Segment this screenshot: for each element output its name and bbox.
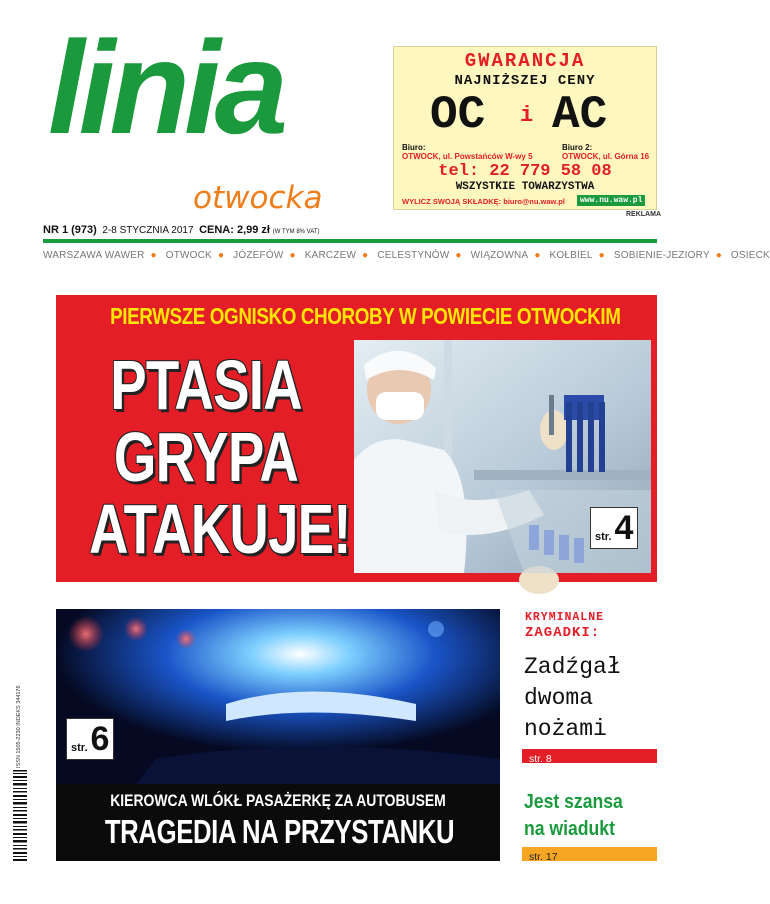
town[interactable]: OSIECK bbox=[730, 250, 770, 261]
second-story-headline: TRAGEDIA NA PRZYSTANKU bbox=[104, 813, 455, 850]
second-story-kicker: KIEROWCA WLÓKŁ PASAŻERKĘ ZA AUTOBUSEM bbox=[110, 791, 446, 810]
crime-story-title[interactable] bbox=[524, 652, 621, 745]
barcode-icon bbox=[13, 770, 27, 862]
main-story-page-ref[interactable] bbox=[590, 507, 638, 549]
main-story[interactable] bbox=[56, 295, 657, 582]
ad-office1-address: OTWOCK, ul. Powstańców W-wy 5 bbox=[402, 152, 533, 161]
town[interactable]: SOBIENIE-JEZIORY bbox=[613, 250, 710, 261]
town[interactable]: KOŁBIEL bbox=[549, 250, 593, 261]
towns-list bbox=[43, 250, 770, 261]
bullet-icon: ● bbox=[715, 250, 722, 261]
masthead-divider bbox=[43, 239, 657, 243]
town[interactable]: JÓZEFÓW bbox=[233, 250, 284, 261]
ad-oc: OC bbox=[430, 89, 486, 141]
ad-office1-label: Biuro: bbox=[402, 143, 426, 152]
title-line: nożami bbox=[524, 716, 607, 742]
crime-story-page-ref[interactable] bbox=[522, 749, 657, 763]
main-headline-line: PTASIA bbox=[110, 346, 302, 424]
ad-subheadline: NAJNIŻSZEJ CENY bbox=[454, 73, 596, 89]
ad-email[interactable]: WYLICZ SWOJĄ SKŁADKĘ: biuro@nu.waw.pl bbox=[402, 197, 565, 206]
page-ref-text: str. 8 bbox=[529, 753, 552, 765]
town[interactable]: CELESTYNÓW bbox=[377, 250, 450, 261]
page-label: str. bbox=[71, 742, 88, 754]
title-line: Jest szansa bbox=[524, 791, 623, 813]
second-story-caption[interactable] bbox=[56, 784, 500, 861]
bullet-icon: ● bbox=[598, 250, 605, 261]
ad-ac: AC bbox=[552, 89, 608, 141]
ad-all-companies: WSZYSTKIE TOWARZYSTWA bbox=[455, 181, 595, 193]
masthead-logo: linia bbox=[48, 14, 283, 161]
bullet-icon: ● bbox=[362, 250, 369, 261]
issn-text: ISSN 1505-2230 INDEKS 344176 bbox=[16, 685, 22, 768]
bullet-icon: ● bbox=[217, 250, 225, 261]
issue-vat: (W TYM 8% VAT) bbox=[272, 229, 320, 235]
page-label: str. bbox=[595, 531, 612, 543]
main-story-kicker: PIERWSZE OGNISKO CHOROBY W POWIECIE OTWOCKIM bbox=[110, 303, 621, 329]
insurance-ad[interactable] bbox=[393, 46, 657, 210]
town[interactable]: WARSZAWA WAWER bbox=[43, 250, 145, 261]
ad-label: REKLAMA bbox=[626, 211, 661, 218]
page-ref-text: str. 17 bbox=[529, 851, 558, 863]
issue-price: CENA: 2,99 zł bbox=[199, 224, 270, 236]
crime-section-label: KRYMINALNE bbox=[525, 611, 605, 624]
main-headline-line: GRYPA bbox=[113, 418, 299, 496]
ad-url[interactable]: www.nu.waw.pl bbox=[577, 195, 645, 206]
page-number: 6 bbox=[90, 720, 110, 758]
main-headline-line: ATAKUJE! bbox=[89, 490, 351, 568]
town[interactable]: OTWOCK bbox=[165, 250, 212, 261]
town[interactable]: KARCZEW bbox=[304, 250, 357, 261]
viaduct-story-page-ref[interactable] bbox=[522, 847, 657, 861]
ad-office2-label: Biuro 2: bbox=[562, 143, 593, 152]
ad-headline: GWARANCJA bbox=[464, 50, 586, 72]
ad-phone[interactable]: tel: 22 779 58 08 bbox=[438, 162, 612, 181]
bullet-icon: ● bbox=[455, 250, 462, 261]
bullet-icon: ● bbox=[289, 250, 296, 261]
crime-section-sublabel: ZAGADKI: bbox=[525, 625, 601, 641]
title-line: dwoma bbox=[524, 685, 594, 711]
issue-number: NR 1 (973) bbox=[43, 224, 97, 236]
ad-conjunction: i bbox=[520, 103, 534, 128]
second-story-page-ref[interactable] bbox=[66, 718, 114, 760]
masthead-subtitle: otwocka bbox=[193, 180, 323, 216]
viaduct-story-title[interactable] bbox=[524, 789, 623, 843]
issue-dates: 2-8 STYCZNIA 2017 bbox=[102, 225, 194, 236]
title-line: Zadźgał bbox=[524, 654, 621, 680]
ad-office2-address: OTWOCK, ul. Górna 16 bbox=[562, 152, 650, 161]
bullet-icon: ● bbox=[150, 250, 157, 261]
title-line: na wiadukt bbox=[524, 818, 615, 840]
page-number: 4 bbox=[614, 509, 634, 547]
town[interactable]: WIĄZOWNA bbox=[470, 250, 529, 261]
issue-info bbox=[43, 224, 319, 236]
bullet-icon: ● bbox=[534, 250, 541, 261]
